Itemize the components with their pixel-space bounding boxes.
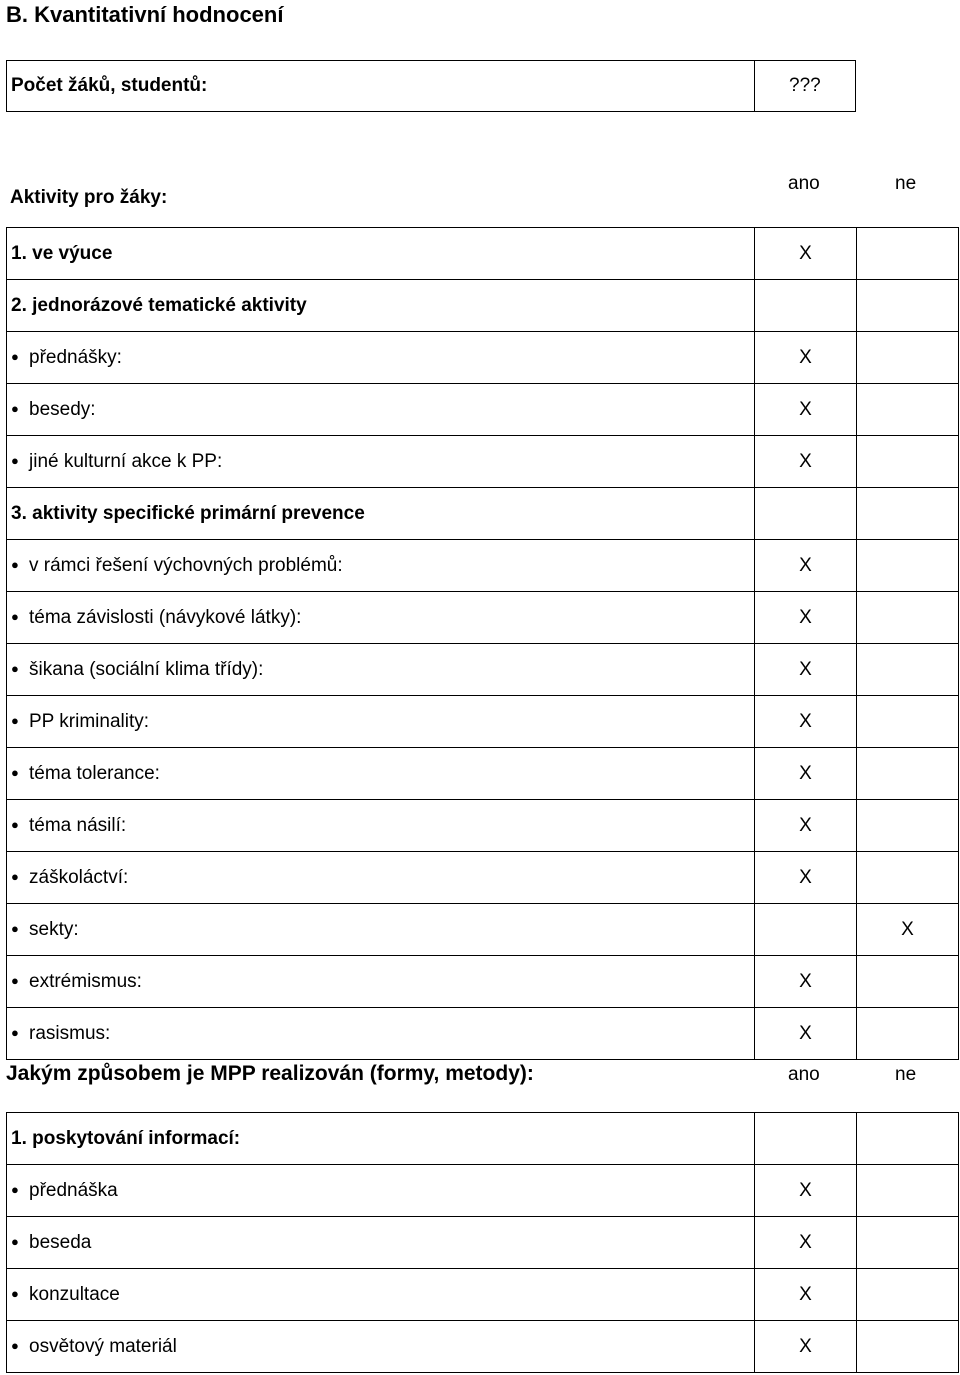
bullet-icon: ● [11,1285,19,1301]
no-cell[interactable] [857,800,959,852]
table-row [7,1321,959,1373]
yes-cell[interactable]: X [755,1217,857,1269]
row-label: šikana (sociální klima třídy): [29,658,264,680]
no-cell[interactable] [857,1321,959,1373]
table-row [7,384,959,436]
row-label: osvětový materiál [29,1335,177,1357]
no-cell[interactable] [857,1165,959,1217]
yes-cell[interactable]: X [755,1269,857,1321]
table-row [7,1165,959,1217]
row-label: v rámci řešení výchovných problémů: [29,554,343,576]
row-label-cell [7,852,755,904]
bullet-icon: ● [11,1233,19,1249]
yes-cell[interactable]: X [755,1321,857,1373]
table-row [7,1008,959,1060]
row-label-cell [7,644,755,696]
table-row [7,852,959,904]
table-row [7,436,959,488]
row-label-cell [7,280,755,332]
activities-title: Aktivity pro žáky: [10,187,168,208]
table-row [7,332,959,384]
bullet-icon: ● [11,972,19,988]
row-label: PP kriminality: [29,710,150,732]
yes-cell[interactable]: X [755,852,857,904]
yes-cell[interactable]: X [755,748,857,800]
yes-cell[interactable] [755,904,857,956]
methods-yes-header: ano [788,1064,820,1085]
no-cell[interactable] [857,228,959,280]
yes-cell[interactable]: X [755,696,857,748]
yes-cell[interactable] [755,280,857,332]
row-label: 1. poskytování informací: [11,1127,241,1149]
activities-yes-header: ano [788,173,820,194]
row-label: přednáška [29,1179,118,1201]
no-cell[interactable] [857,436,959,488]
methods-no-header: ne [895,1064,917,1085]
no-cell[interactable] [857,488,959,540]
row-label: extrémismus: [29,970,142,992]
row-label-cell [7,332,755,384]
row-label: sekty: [29,918,79,940]
table-row [7,1113,959,1165]
yes-cell[interactable] [755,1113,857,1165]
row-label: téma závislosti (návykové látky): [29,606,302,628]
row-label-cell [7,228,755,280]
bullet-icon: ● [11,452,19,468]
no-cell[interactable] [857,592,959,644]
row-label-cell [7,696,755,748]
row-label: rasismus: [29,1022,111,1044]
row-label-cell [7,592,755,644]
bullet-icon: ● [11,816,19,832]
bullet-icon: ● [11,712,19,728]
table-row [7,748,959,800]
bullet-icon: ● [11,1337,19,1353]
table-row [7,228,959,280]
table-row [7,1217,959,1269]
row-label: jiné kulturní akce k PP: [29,450,223,472]
bullet-icon: ● [11,348,19,364]
row-label-cell [7,748,755,800]
no-cell[interactable] [857,280,959,332]
bullet-icon: ● [11,660,19,676]
yes-cell[interactable]: X [755,228,857,280]
no-cell[interactable] [857,384,959,436]
students-count-value[interactable]: ??? [755,61,856,112]
table-row [7,644,959,696]
row-label: přednášky: [29,346,122,368]
yes-cell[interactable]: X [755,1165,857,1217]
bullet-icon: ● [11,920,19,936]
bullet-icon: ● [11,608,19,624]
row-label-cell [7,1269,755,1321]
yes-cell[interactable]: X [755,644,857,696]
table-row [7,1269,959,1321]
activities-no-header: ne [895,173,917,194]
no-cell[interactable] [857,1269,959,1321]
yes-cell[interactable]: X [755,332,857,384]
table-row [7,280,959,332]
bullet-icon: ● [11,1024,19,1040]
row-label-cell [7,904,755,956]
yes-cell[interactable]: X [755,436,857,488]
row-label-cell [7,956,755,1008]
no-cell[interactable] [857,852,959,904]
row-label: besedy: [29,398,96,420]
students-count-table [6,60,856,112]
row-label: 3. aktivity specifické primární prevence [11,502,365,524]
row-label: 2. jednorázové tematické aktivity [11,294,307,316]
row-label: téma násilí: [29,814,127,836]
row-label: záškoláctví: [29,866,129,888]
row-label: 1. ve výuce [11,242,113,264]
yes-cell[interactable]: X [755,1008,857,1060]
table-row [7,488,959,540]
no-cell[interactable] [857,1217,959,1269]
bullet-icon: ● [11,400,19,416]
section-heading: B. Kvantitativní hodnocení [6,2,284,27]
no-cell[interactable] [857,540,959,592]
yes-cell[interactable]: X [755,956,857,1008]
row-label-cell [7,800,755,852]
yes-cell[interactable]: X [755,540,857,592]
no-cell[interactable] [857,1008,959,1060]
row-label: beseda [29,1231,92,1253]
table-row [7,592,959,644]
no-cell[interactable] [857,644,959,696]
no-cell[interactable] [857,956,959,1008]
row-label: konzultace [29,1283,120,1305]
row-label-cell [7,384,755,436]
table-row [7,800,959,852]
no-cell[interactable]: X [857,904,959,956]
row-label-cell [7,1165,755,1217]
row-label: téma tolerance: [29,762,160,784]
row-label-cell [7,1217,755,1269]
bullet-icon: ● [11,556,19,572]
table-row [7,696,959,748]
no-cell[interactable] [857,748,959,800]
bullet-icon: ● [11,764,19,780]
row-label-cell [7,436,755,488]
row-label-cell [7,1008,755,1060]
row-label-cell [7,1321,755,1373]
methods-table [6,1112,959,1373]
yes-cell[interactable] [755,488,857,540]
bullet-icon: ● [11,1181,19,1197]
yes-cell[interactable]: X [755,592,857,644]
activities-table [6,227,959,1060]
row-label-cell [7,488,755,540]
no-cell[interactable] [857,332,959,384]
table-row [7,956,959,1008]
bullet-icon: ● [11,868,19,884]
methods-title: Jakým způsobem je MPP realizován (formy, metody): [6,1062,534,1085]
students-count-label: Počet žáků, studentů: [7,61,755,112]
students-count-row [7,61,856,112]
row-label-cell [7,1113,755,1165]
no-cell[interactable] [857,1113,959,1165]
row-label-cell [7,540,755,592]
yes-cell[interactable]: X [755,800,857,852]
table-row [7,904,959,956]
yes-cell[interactable]: X [755,384,857,436]
table-row [7,540,959,592]
no-cell[interactable] [857,696,959,748]
